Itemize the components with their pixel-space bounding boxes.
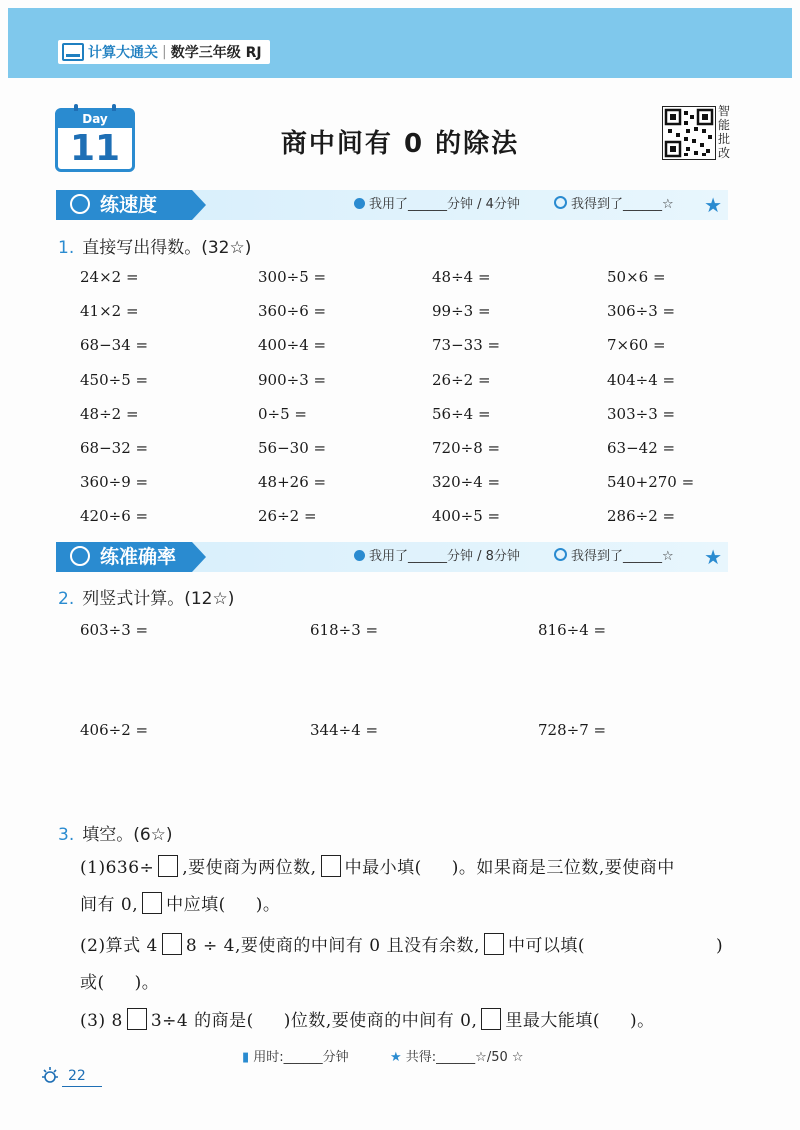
blank-box[interactable] <box>162 933 182 955</box>
expression: 900÷3 = <box>258 370 327 389</box>
blank-box[interactable] <box>321 855 341 877</box>
star-icon: ★ <box>390 1050 402 1065</box>
expression: 816÷4 = <box>538 621 607 639</box>
expression: 26÷2 = <box>432 370 491 389</box>
expression: 286÷2 = <box>607 507 676 526</box>
star-icon: ★ <box>704 545 722 569</box>
blank-box[interactable] <box>481 1008 501 1030</box>
expression: 406÷2 = <box>80 721 149 739</box>
sun-icon <box>40 1064 64 1086</box>
check-icon <box>554 196 567 209</box>
expression: 540+270 = <box>607 473 695 492</box>
question-3-title: 3. 填空。(6☆) <box>58 825 173 845</box>
page-title: 商中间有 0 的除法 <box>280 129 520 159</box>
score-label: 我得到了______☆ <box>554 190 674 220</box>
q3-part2-line2: 或( )。 <box>80 973 160 993</box>
footer-time: ▮ 用时:______分钟 <box>242 1050 349 1065</box>
blank-box[interactable] <box>142 892 162 914</box>
footer-total: ★ 共得:______☆/50 ☆ <box>390 1050 524 1065</box>
expression: 306÷3 = <box>607 302 676 321</box>
clock-icon <box>354 198 365 209</box>
check-icon <box>554 548 567 561</box>
expression: 450÷5 = <box>80 370 149 389</box>
expression: 24×2 = <box>80 268 139 286</box>
expression: 99÷3 = <box>432 302 491 321</box>
blank-box[interactable] <box>127 1008 147 1030</box>
time-used-label: 我用了______分钟 / 4分钟 <box>354 190 520 220</box>
qr-caption: 智能批改 <box>718 104 731 160</box>
expression: 26÷2 = <box>258 507 317 526</box>
expression: 320÷4 = <box>432 473 501 492</box>
expression: 344÷4 = <box>310 721 379 739</box>
tag-separator: | <box>162 44 167 60</box>
target-icon <box>70 546 90 566</box>
section-accuracy-bar <box>56 542 728 572</box>
expression: 420÷6 = <box>80 507 149 526</box>
day-label: Day <box>58 111 132 128</box>
expression: 728÷7 = <box>538 721 607 739</box>
q3-part1-line2: 间有 0, 中应填( )。 <box>80 892 280 918</box>
brand-name: 计算大通关 <box>88 45 158 61</box>
day-calendar <box>55 108 135 172</box>
expression: 400÷4 = <box>258 336 327 355</box>
expression: 68−32 = <box>80 439 149 457</box>
blank-box[interactable] <box>484 933 504 955</box>
page-number: 22 <box>68 1068 86 1084</box>
expression: 720÷8 = <box>432 439 501 457</box>
expression: 50×6 = <box>607 268 666 286</box>
expression: 360÷6 = <box>258 302 327 321</box>
page-number-underline <box>62 1086 102 1087</box>
expression: 48÷4 = <box>432 268 491 286</box>
q3-part1-line1: (1)636÷ ,要使商为两位数, 中最小填( )。如果商是三位数,要使商中 <box>80 855 675 881</box>
q3-part2-line1: (2)算式 4 8 ÷ 4,要使商的中间有 0 且没有余数, 中可以填( <box>80 933 585 959</box>
expression: 48÷2 = <box>80 404 139 423</box>
expression: 404÷4 = <box>607 370 676 389</box>
question-2-title: 2. 列竖式计算。(12☆) <box>58 589 235 609</box>
expression: 0÷5 = <box>258 404 307 423</box>
day-number: 11 <box>69 128 121 169</box>
expression: 7×60 = <box>607 336 666 355</box>
section-speed-title: 练速度 <box>56 190 192 220</box>
time-used-label: 我用了______分钟 / 8分钟 <box>354 542 520 572</box>
expression: 48+26 = <box>258 473 327 492</box>
expression: 618÷3 = <box>310 621 379 639</box>
stopwatch-icon <box>70 194 90 214</box>
expression: 68−34 = <box>80 336 149 355</box>
bookmark-icon: ▮ <box>242 1050 250 1065</box>
section-speed-bar <box>56 190 728 220</box>
expression: 41×2 = <box>80 302 139 321</box>
expression: 303÷3 = <box>607 404 676 423</box>
expression: 56÷4 = <box>432 404 491 423</box>
star-icon: ★ <box>704 193 722 217</box>
qr-code-icon[interactable] <box>662 106 716 160</box>
book-icon <box>62 43 84 61</box>
expression: 360÷9 = <box>80 473 149 492</box>
grade-label: 数学三年级 RJ <box>170 45 262 61</box>
book-tag <box>58 40 270 64</box>
expression: 300÷5 = <box>258 268 327 286</box>
expression: 56−30 = <box>258 439 327 457</box>
expression: 603÷3 = <box>80 621 149 639</box>
expression: 400÷5 = <box>432 507 501 526</box>
q3-part2-paren-close: ) <box>716 936 724 956</box>
expression: 63−42 = <box>607 439 676 457</box>
blank-box[interactable] <box>158 855 178 877</box>
clock-icon <box>354 550 365 561</box>
q3-part3: (3) 8 3÷4 的商是( )位数,要使商的中间有 0, 里最大能填( )。 <box>80 1008 655 1034</box>
question-1-title: 1. 直接写出得数。(32☆) <box>58 238 252 258</box>
score-label: 我得到了______☆ <box>554 542 674 572</box>
expression: 73−33 = <box>432 336 501 355</box>
section-accuracy-title: 练准确率 <box>56 542 192 572</box>
